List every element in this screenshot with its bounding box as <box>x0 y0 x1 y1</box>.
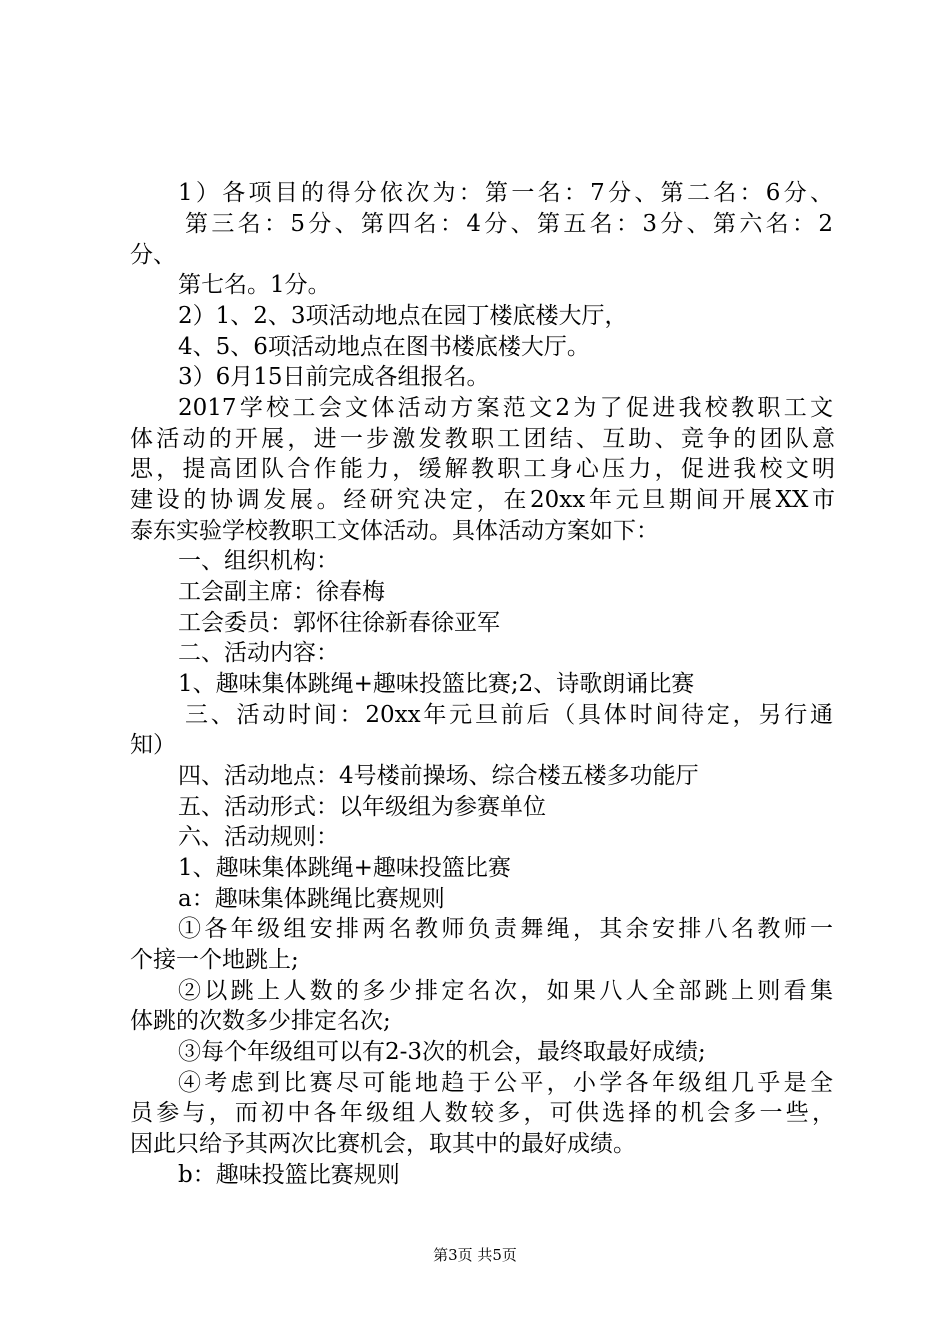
text-line: 知） <box>130 732 176 758</box>
text-line: 1、趣味集体跳绳+趣味投篮比赛;2、诗歌朗诵比赛 <box>178 671 695 697</box>
text-line: 2017学校工会文体活动方案范文2为了促进我校教职工文 <box>178 395 833 421</box>
section-heading: 五、活动形式：以年级组为参赛单位 <box>178 794 546 820</box>
section-heading: 四、活动地点：4号楼前操场、综合楼五楼多功能厅 <box>178 763 699 789</box>
section-heading: 二、活动内容： <box>178 640 339 666</box>
text-line: 3）6月15日前完成各组报名。 <box>178 364 490 390</box>
text-line: 1、趣味集体跳绳+趣味投篮比赛 <box>178 855 511 881</box>
text-line: 分、 <box>130 242 176 268</box>
text-line: a：趣味集体跳绳比赛规则 <box>178 886 445 912</box>
text-line: 个接一个地跳上; <box>130 947 299 973</box>
text-line: 2）1、2、3项活动地点在园丁楼底楼大厅， <box>178 303 628 329</box>
text-line: ③每个年级组可以有2-3次的机会，最终取最好成绩; <box>178 1039 706 1065</box>
text-line: 体跳的次数多少排定名次; <box>130 1008 391 1034</box>
section-heading: 六、活动规则： <box>178 824 339 850</box>
text-line: 4、5、6项活动地点在图书楼底楼大厅。 <box>178 334 590 360</box>
text-line: 工会副主席：徐春梅 <box>178 579 385 605</box>
text-line: 1）各项目的得分依次为：第一名：7分、第二名：6分、 <box>178 180 833 206</box>
text-line: ④考虑到比赛尽可能地趋于公平，小学各年级组几乎是全 <box>178 1070 833 1096</box>
text-line: 泰东实验学校教职工文体活动。具体活动方案如下： <box>130 518 659 544</box>
text-line: 员参与，而初中各年级组人数较多，可供选择的机会多一些， <box>130 1100 835 1126</box>
page-footer: 第3页 共5页 <box>433 1246 517 1264</box>
text-line: 建设的协调发展。经研究决定，在20xx年元旦期间开展XX市 <box>130 487 835 513</box>
text-line: 体活动的开展，进一步激发教职工团结、互助、竞争的团队意 <box>130 426 835 452</box>
text-line: ①各年级组安排两名教师负责舞绳，其余安排八名教师一 <box>178 916 833 942</box>
text-line: b：趣味投篮比赛规则 <box>178 1162 400 1188</box>
text-line: 因此只给予其两次比赛机会，取其中的最好成绩。 <box>130 1131 636 1157</box>
section-heading: 一、组织机构： <box>178 548 339 574</box>
text-line: ②以跳上人数的多少排定名次，如果八人全部跳上则看集 <box>178 978 833 1004</box>
section-heading: 三、活动时间：20xx年元旦前后（具体时间待定，另行通 <box>185 702 833 728</box>
text-line: 第七名。1分。 <box>178 272 331 298</box>
text-line: 工会委员：郭怀往徐新春徐亚军 <box>178 610 500 636</box>
text-line: 思，提高团队合作能力，缓解教职工身心压力，促进我校文明 <box>130 456 835 482</box>
text-line: 第三名：5分、第四名：4分、第五名：3分、第六名：2 <box>185 211 833 237</box>
